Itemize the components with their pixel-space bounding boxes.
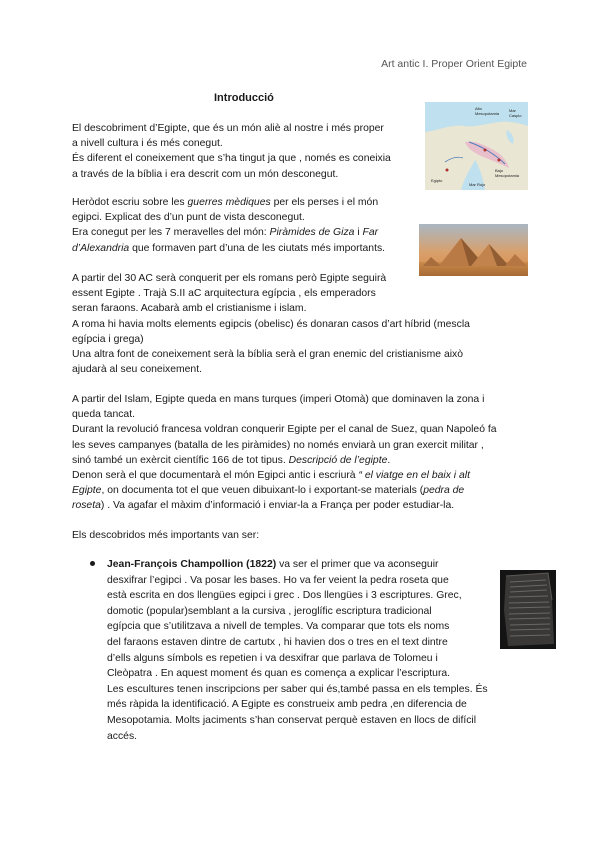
text-line: sinó també un exèrcit científic 166 de tot tipus. Descripció de l’egipte.	[72, 454, 391, 466]
bullet-dot	[90, 561, 95, 566]
text-line: Cleòpatra . En aquest moment és quan es comença a explicar l’escriptura.	[107, 668, 451, 680]
text-line: a nivell cultura i és més conegut.	[72, 138, 223, 150]
text-line: Jean-François Champollion (1822) va ser el primer que va aconseguir	[107, 559, 439, 570]
text-line: El descobriment d’Egipte, que és un món aliè al nostre i més proper	[72, 123, 384, 134]
map-label: Mar Caspio	[509, 108, 522, 118]
map-label: Alto Mesopotamia	[475, 106, 500, 116]
text-line: accés.	[107, 730, 138, 742]
rosetta-stone-image	[500, 570, 556, 649]
text-line: d’Alexandria que formaven part d’una de les ciutats més importants.	[72, 242, 386, 254]
bullet-champollion	[107, 557, 488, 744]
text-line: Una altra font de coneixement serà la bíblia serà el gran enemic del cristianisme això	[72, 349, 464, 361]
map-image	[425, 102, 528, 190]
text-line: seran faraons. Acabarà amb el cristianisme i islam.	[72, 303, 307, 315]
text-line: essent Egipte . Trajà S.II aC arquitectura egípcia , els emperadors	[72, 288, 376, 300]
text-line: A roma hi havia molts elements egipcis (obelisc) és donaran casos d’art híbrid (mescla	[72, 318, 470, 330]
text-line: domotic (popular)semblant a la cursiva , jeroglífic escriptura tradicional	[107, 605, 432, 617]
text-line: Les escultures tenen inscripcions per saber qui és,també passa en els temples. És	[107, 683, 488, 695]
text-line: les seves campanyes (batalla de les piràmides) no només enviarà un gran exercit militar ,	[72, 439, 484, 451]
text-line: A partir del 30 AC serà conquerit per els romans però Egipte seguirà	[72, 273, 387, 284]
paragraph-intro	[72, 121, 391, 182]
text-line: egipci. Explicat des d’un punt de vista desconegut.	[72, 212, 305, 224]
paragraph-herodot	[72, 195, 385, 256]
text-line: Egipte, on documenta tot el que veuen dibuixant-lo i exportant-se materials (pedra de	[72, 485, 465, 497]
text-line: a través de la bíblia i era descrit com un món desconegut.	[72, 168, 339, 180]
text-line: Durant la revolució francesa voldran conquerir Egipte per el canal de Suez, quan Napoleó fa	[72, 424, 497, 436]
paragraph-islam-napoleon	[72, 392, 497, 514]
text-line: egípcia i grega)	[72, 333, 144, 345]
section-title: Introducció	[214, 92, 274, 104]
text-line: roseta) . Va agafar el màxim d’informació i enviar-la a França per poder estudiar-la.	[72, 500, 455, 512]
text-line: A partir del Islam, Egipte queda en mans turques (imperi Otomà) que dominaven la zona i	[72, 394, 485, 405]
map-label: Mar Rojo	[469, 182, 486, 187]
text-line: d’ells alguns símbols es repetien i va desxifrar que parlava de Tolomeu i	[107, 652, 438, 664]
text-line: ajudarà al seu coneixement.	[72, 364, 202, 376]
text-line: És diferent el coneixement que s’ha tingut ja que , només es coneixia	[72, 153, 391, 165]
text-line: del faraons estaven dintre de cartutx , hi havien dos o tres en el text dintre	[107, 636, 448, 648]
text-line: Mesopotamia. Molts jaciments s’han conservat perquè estaven en llocs de difícil	[107, 714, 477, 726]
text-line: egípcia que s’utilitzava a nivell de temples. Va comparar que tots els noms	[107, 621, 450, 633]
text-line: Heròdot escriu sobre les guerres mèdiques per els perses i el món	[72, 197, 379, 208]
champollion-name: Jean-François Champollion (1822)	[107, 559, 277, 570]
paragraph-discoverers-intro	[72, 528, 259, 543]
text-line: més ràpida la identificació. A Egipte es construeix amb pedra ,en diferencia de	[107, 699, 467, 711]
map-label: Bajo Mesopotamia	[495, 168, 520, 178]
pyramids-image	[419, 224, 528, 276]
text-line: queda tancat.	[72, 409, 135, 421]
text-line: Denon serà el que documentarà el món Egipci antic i escriurà “ el viatge en el baix i alt	[72, 470, 470, 482]
paragraph-roman	[72, 271, 470, 377]
text-line: Els descobridos més importants van ser:	[72, 530, 260, 541]
text-line: desxifrar l’egipci . Va posar les bases. Ho va fer veient la pedra roseta que	[107, 574, 449, 586]
text-line: està escrita en dos llengües egipci i grec . Dos llengües i 3 escriptures. Grec,	[107, 590, 462, 602]
page-header: Art antic I. Proper Orient Egipte	[381, 58, 527, 70]
text-line: Era conegut per les 7 meravelles del món: Piràmides de Giza i Far	[72, 227, 379, 239]
map-label: Egipto	[431, 178, 443, 183]
